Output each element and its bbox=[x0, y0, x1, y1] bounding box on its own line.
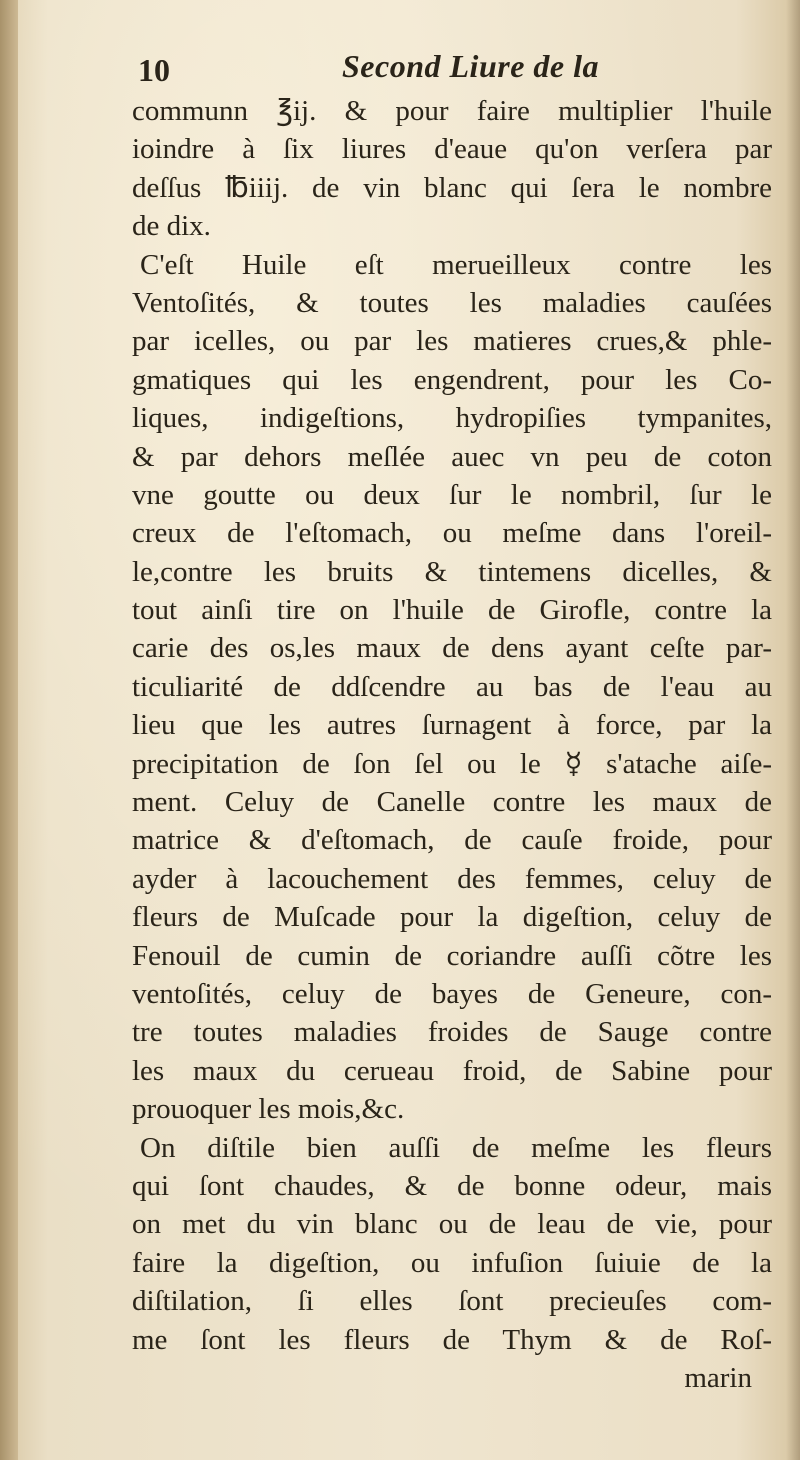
text-line: matrice & d'eſtomach, de cauſe froide, pour bbox=[132, 824, 772, 857]
text-line: me ſont les fleurs de Thym & de Roſ- bbox=[132, 1323, 772, 1356]
text-line: & par dehors meſlée auec vn peu de coton bbox=[132, 440, 772, 473]
text-line: faire la digeſtion, ou infuſion ſuiuie de la bbox=[132, 1246, 772, 1279]
page-gutter-shadow bbox=[0, 0, 18, 1460]
text-line: communn ℥ij. & pour faire multiplier l'huile bbox=[132, 95, 772, 127]
text-line: ayder à lacouchement des femmes, celuy de bbox=[132, 862, 772, 895]
running-title: Second Liure de la bbox=[342, 48, 599, 84]
text-line: creux de l'eſtomach, ou meſme dans l'oreil- bbox=[132, 517, 772, 550]
text-line: les maux du cerueau froid, de Sabine pour bbox=[132, 1054, 772, 1087]
text-line: tre toutes maladies froides de Sauge contre bbox=[132, 1016, 772, 1049]
body-text bbox=[132, 92, 772, 1397]
text-line: prouoquer les mois,&c. bbox=[132, 1093, 405, 1126]
text-line: On diſtile bien auſſi de meſme les fleurs bbox=[140, 1131, 772, 1164]
text-line: ioindre à ſix liures d'eaue qu'on verſera par bbox=[132, 133, 772, 166]
text-line: ticuliarité de ddſcendre au bas de l'eau au bbox=[132, 670, 772, 703]
text-line: deſſus ℔iiij. de vin blanc qui ſera le nombre bbox=[132, 171, 772, 204]
page-number: 10 bbox=[138, 52, 170, 88]
text-line: diſtilation, ſi elles ſont precieuſes com- bbox=[132, 1285, 772, 1318]
text-line: le,contre les bruits & tintemens dicelles, & bbox=[132, 555, 772, 588]
text-line: de dix. bbox=[132, 210, 211, 243]
text-line: qui ſont chaudes, & de bonne odeur, mais bbox=[132, 1169, 772, 1202]
text-line: par icelles, ou par les matieres crues,& phle- bbox=[132, 325, 772, 358]
catchword-row bbox=[132, 1359, 772, 1397]
text-line: on met du vin blanc ou de leau de vie, pour bbox=[132, 1208, 772, 1241]
text-line: vne goutte ou deux ſur le nombril, ſur le bbox=[132, 478, 772, 511]
page-edge-shadow bbox=[786, 0, 800, 1460]
page-header bbox=[120, 48, 680, 94]
text-line: fleurs de Muſcade pour la digeſtion, celuy de bbox=[132, 901, 772, 934]
text-line: C'eſt Huile eſt merueilleux contre les bbox=[140, 248, 772, 281]
text-line: tout ainſi tire on l'huile de Girofle, contre la bbox=[132, 594, 772, 627]
text-line: ment. Celuy de Canelle contre les maux de bbox=[132, 786, 772, 819]
catchword: marin bbox=[684, 1361, 752, 1394]
text-line: liques, indigeſtions, hydropiſies tympanites, bbox=[132, 402, 772, 435]
text-line: Ventoſités, & toutes les maladies cauſées bbox=[132, 286, 772, 319]
text-line: carie des os,les maux de dens ayant ceſte par- bbox=[132, 632, 772, 665]
text-line: Fenouil de cumin de coriandre auſſi cõtre les bbox=[132, 939, 772, 972]
text-line: lieu que les autres ſurnagent à force, par la bbox=[132, 709, 772, 742]
text-line: precipitation de ſon ſel ou le ☿ s'atache aiſe- bbox=[132, 747, 772, 780]
text-line: gmatiques qui les engendrent, pour les Co- bbox=[132, 363, 772, 396]
text-line: ventoſités, celuy de bayes de Geneure, con- bbox=[132, 977, 772, 1010]
